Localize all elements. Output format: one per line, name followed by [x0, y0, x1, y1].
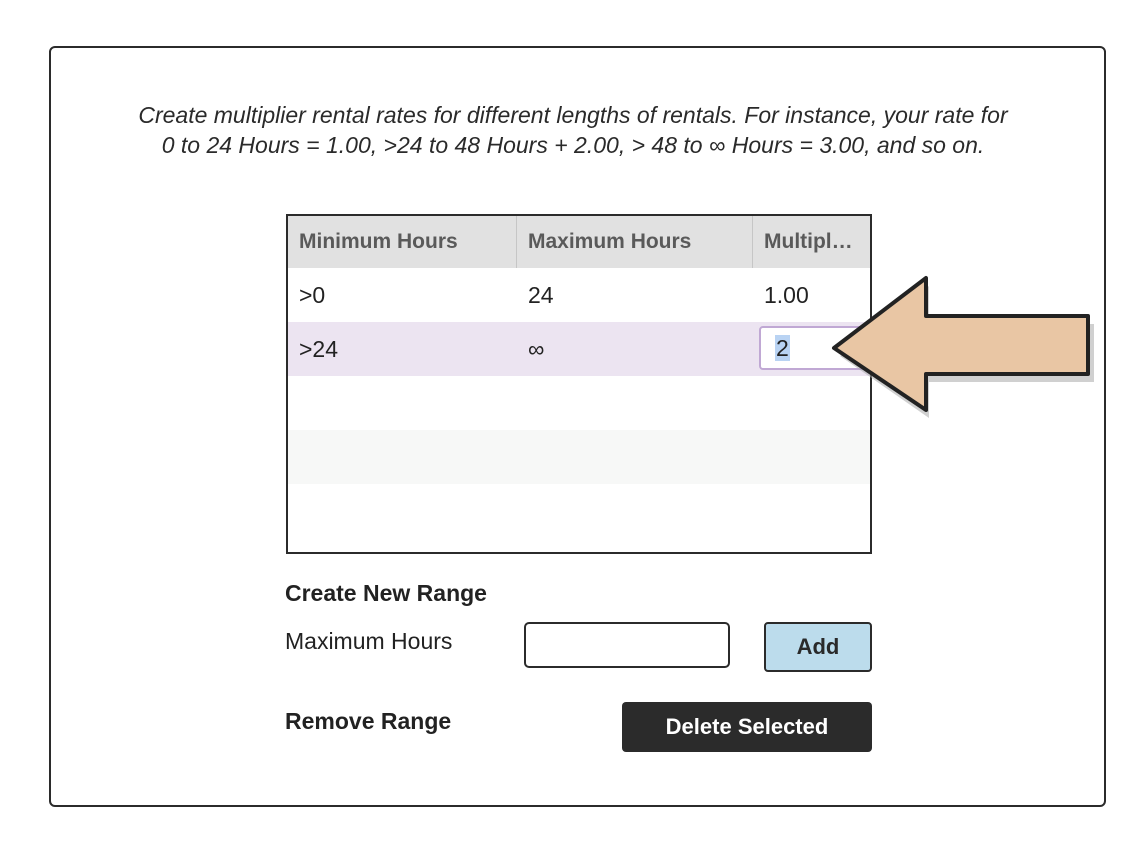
cell-maximum-hours[interactable]: 24 — [528, 282, 554, 308]
column-header-maximum-hours[interactable]: Maximum Hours — [517, 216, 753, 268]
instructions-text — [60, 100, 1086, 160]
remove-range-heading: Remove Range — [285, 708, 452, 734]
instructions-line-2: 0 to 24 Hours = 1.00, >24 to 48 Hours + 2.00, > 48 to ∞ Hours = 3.00, and so on. — [161, 132, 985, 158]
empty-row — [288, 430, 870, 484]
left-arrow-callout-icon — [826, 270, 1100, 422]
delete-selected-button[interactable]: Delete Selected — [622, 702, 872, 752]
cell-minimum-hours[interactable]: >0 — [299, 282, 326, 308]
column-header-multiplier[interactable]: Multipl… — [764, 230, 853, 253]
add-button[interactable]: Add — [764, 622, 872, 672]
create-new-range-heading: Create New Range — [285, 580, 487, 606]
maximum-hours-input[interactable] — [524, 622, 730, 668]
cell-maximum-hours[interactable]: ∞ — [528, 336, 545, 362]
selected-text: 2 — [776, 335, 789, 361]
empty-row — [288, 484, 870, 538]
empty-row — [288, 376, 870, 430]
rate-ranges-grid[interactable] — [286, 214, 872, 554]
cell-minimum-hours[interactable]: >24 — [299, 336, 339, 362]
maximum-hours-label: Maximum Hours — [285, 628, 453, 654]
table-row[interactable] — [288, 268, 870, 322]
cell-multiplier[interactable]: 1.00 — [764, 282, 809, 308]
grid-header — [288, 216, 870, 268]
column-header-minimum-hours[interactable]: Minimum Hours — [288, 216, 517, 268]
instructions-line-1: Create multiplier rental rates for different lengths of rentals. For instance, your rate for — [138, 102, 1008, 128]
table-row-selected[interactable] — [288, 322, 870, 376]
